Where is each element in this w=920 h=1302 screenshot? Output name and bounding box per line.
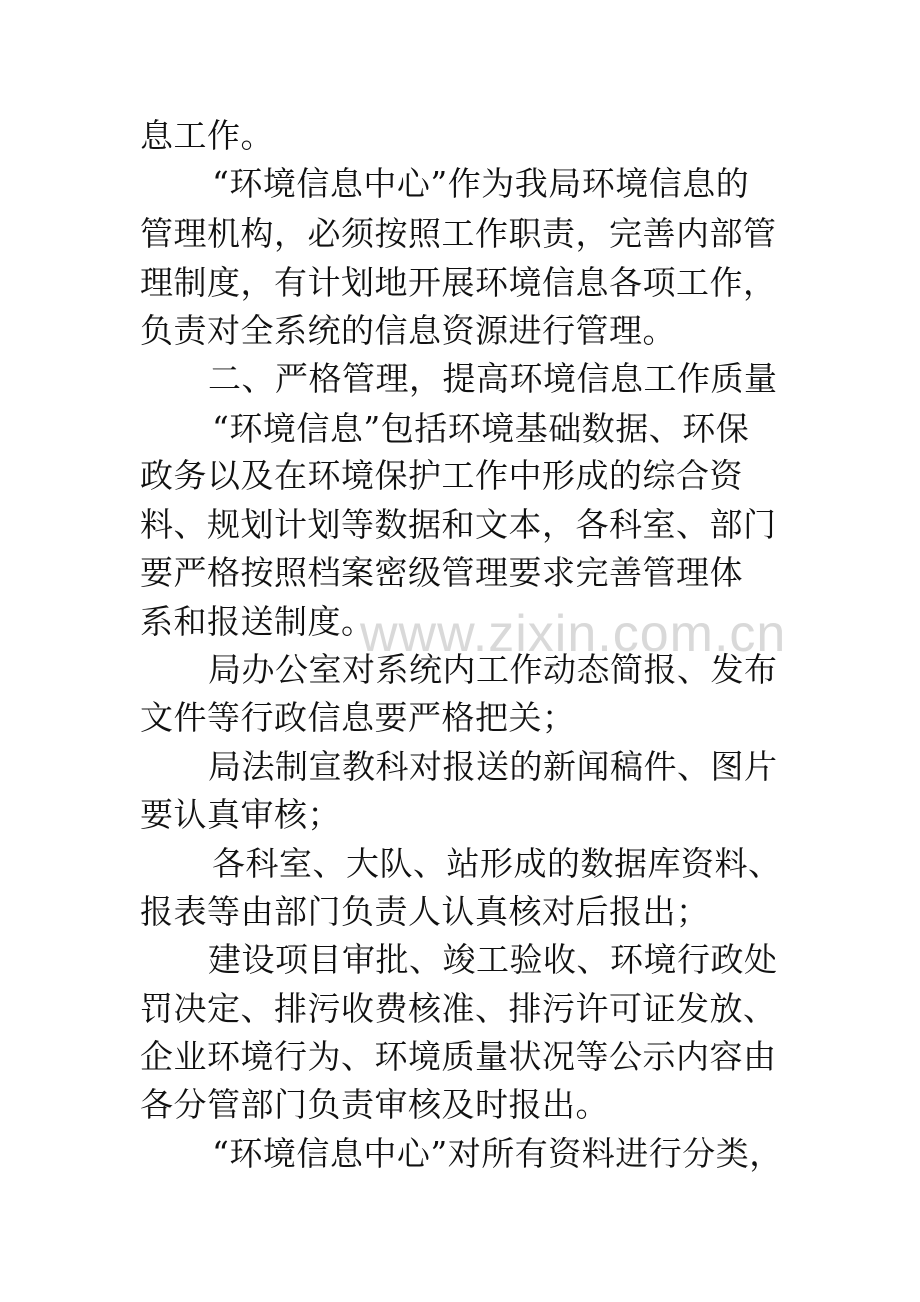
text-line-1: 息工作。 (140, 116, 274, 155)
text-line-13: 文件等行政信息要严格把关； (140, 698, 576, 737)
text-line-5: 负责对全系统的信息资源进行管理。 (140, 311, 676, 350)
text-line-19: 罚决定、排污收费核准、排污许可证发放、 (140, 989, 777, 1028)
text-line-14: 局法制宣教科对报送的新闻稿件、图片 (208, 747, 778, 786)
text-line-10: 要严格按照档案密级管理要求完善管理体 (140, 553, 743, 592)
text-line-16: 各科室、大队、站形成的数据库资料、 (212, 844, 782, 883)
text-line-20: 企业环境行为、环境质量状况等公示内容由 (140, 1037, 777, 1076)
text-line-2: “环境信息中心”作为我局环境信息的 (212, 164, 750, 203)
text-line-17: 报表等由部门负责人认真核对后报出； (140, 892, 710, 931)
text-line-9: 料、规划计划等数据和文本，各科室、部门 (140, 505, 777, 544)
text-line-22: “环境信息中心”对所有资料进行分类， (212, 1134, 783, 1173)
section-heading: 二、严格管理，提高环境信息工作质量 (208, 359, 778, 398)
text-line-4: 理制度，有计划地开展环境信息各项工作， (140, 263, 777, 302)
text-line-15: 要认真审核； (140, 795, 341, 834)
text-line-21: 各分管部门负责审核及时报出。 (140, 1085, 609, 1124)
text-line-7: “环境信息”包括环境基础数据、环保 (212, 409, 750, 448)
text-line-8: 政务以及在环境保护工作中形成的综合资 (140, 456, 743, 495)
text-line-18: 建设项目审批、竣工验收、环境行政处 (208, 940, 778, 979)
text-line-11: 系和报送制度。 (140, 602, 375, 641)
text-line-12: 局办公室对系统内工作动态简报、发布 (208, 650, 778, 689)
text-line-3: 管理机构，必须按照工作职责，完善内部管 (140, 214, 777, 253)
watermark: www.zixin.com.cn (360, 605, 787, 663)
